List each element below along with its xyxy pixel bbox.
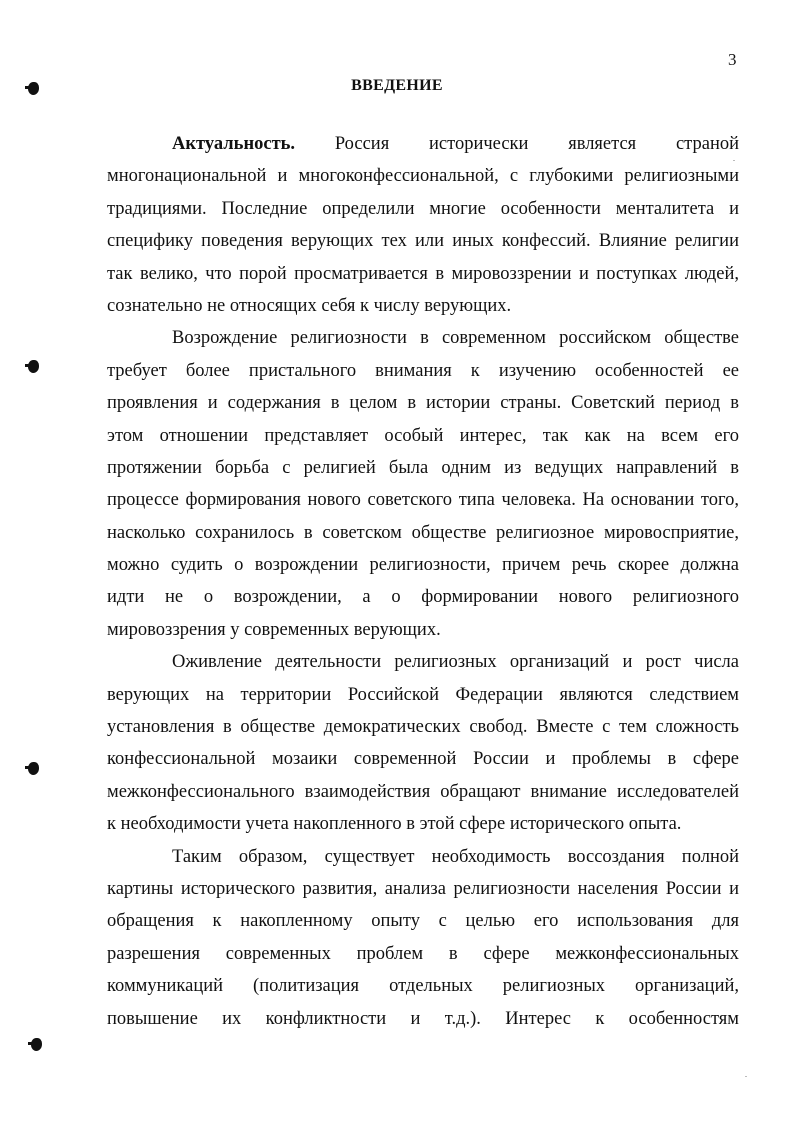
text-line: так велико, что порой просматривается в мировоззрении и поступках людей, (107, 263, 739, 284)
paragraph-conclusion (107, 841, 739, 1035)
body-text (107, 128, 739, 1035)
text-line: повышение их конфликтности и т.д.). Интерес к особенностям (107, 1008, 739, 1029)
text-line: требует более пристального внимания к изучению особенностей ее (107, 360, 739, 381)
text-line: картины исторического развития, анализа религиозности населения России и (107, 878, 739, 899)
paragraph-relevance (107, 128, 739, 322)
text-line: насколько сохранилось в советском обществе религиозное мировосприятие, (107, 522, 739, 543)
paragraph-revival (107, 322, 739, 646)
text-line: можно судить о возрождении религиозности, причем речь скорее должна (107, 555, 739, 576)
punch-hole-mark (28, 360, 39, 373)
text-line-part: Россия исторически является страной (295, 134, 739, 154)
text-line: к необходимости учета накопленного в этой сфере исторического опыта. (107, 814, 682, 835)
text-line: проявления и содержания в целом в истории страны. Советский период в (107, 393, 739, 414)
text-line: разрешения современных проблем в сфере межконфессиональных (107, 943, 739, 964)
text-line: Таким образом, существует необходимость воссоздания полной (172, 846, 739, 867)
text-line: верующих на территории Российской Федерации являются следствием (107, 684, 739, 705)
text-line: Возрождение религиозности в современном российском обществе (172, 328, 739, 349)
relevance-label: Актуальность. (172, 134, 296, 154)
text-line: коммуникаций (политизация отдельных религиозных организаций, (107, 976, 739, 997)
text-line: сознательно не относящих себя к числу верующих. (107, 295, 512, 316)
scan-speck (733, 160, 735, 161)
page-number: 3 (728, 50, 737, 69)
text-line: установления в обществе демократических свобод. Вместе с тем сложность (107, 717, 739, 738)
text-line: идти не о возрождении, а о формировании нового религиозного (107, 587, 739, 608)
text-line: обращения к накопленному опыту с целью его использования для (107, 911, 739, 932)
text-line: мировоззрения у современных верующих. (107, 619, 441, 640)
punch-hole-mark (28, 762, 39, 775)
text-line: межконфессионального взаимодействия обращают внимание исследователей (107, 781, 739, 802)
punch-hole-mark (31, 1038, 42, 1051)
paragraph-activity (107, 646, 739, 840)
text-line: Оживление деятельности религиозных организаций и рост числа (172, 652, 739, 673)
text-line: этом отношении представляет особый интерес, так как на всем его (107, 425, 739, 446)
text-line: многонациональной и многоконфессиональной, с глубокими религиозными (107, 166, 739, 187)
text-line: специфику поведения верующих тех или иных конфессий. Влияние религии (107, 231, 739, 252)
page-heading: ВВЕДЕНИЕ (351, 77, 443, 94)
text-line (107, 128, 739, 160)
text-line: протяжении борьба с религией была одним из ведущих направлений в (107, 457, 739, 478)
text-line: процессе формирования нового советского типа человека. На основании того, (107, 490, 739, 511)
text-line: традициями. Последние определили многие особенности менталитета и (107, 198, 739, 219)
text-line: конфессиональной мозаики современной России и проблемы в сфере (107, 749, 739, 770)
scan-speck (745, 1076, 747, 1077)
